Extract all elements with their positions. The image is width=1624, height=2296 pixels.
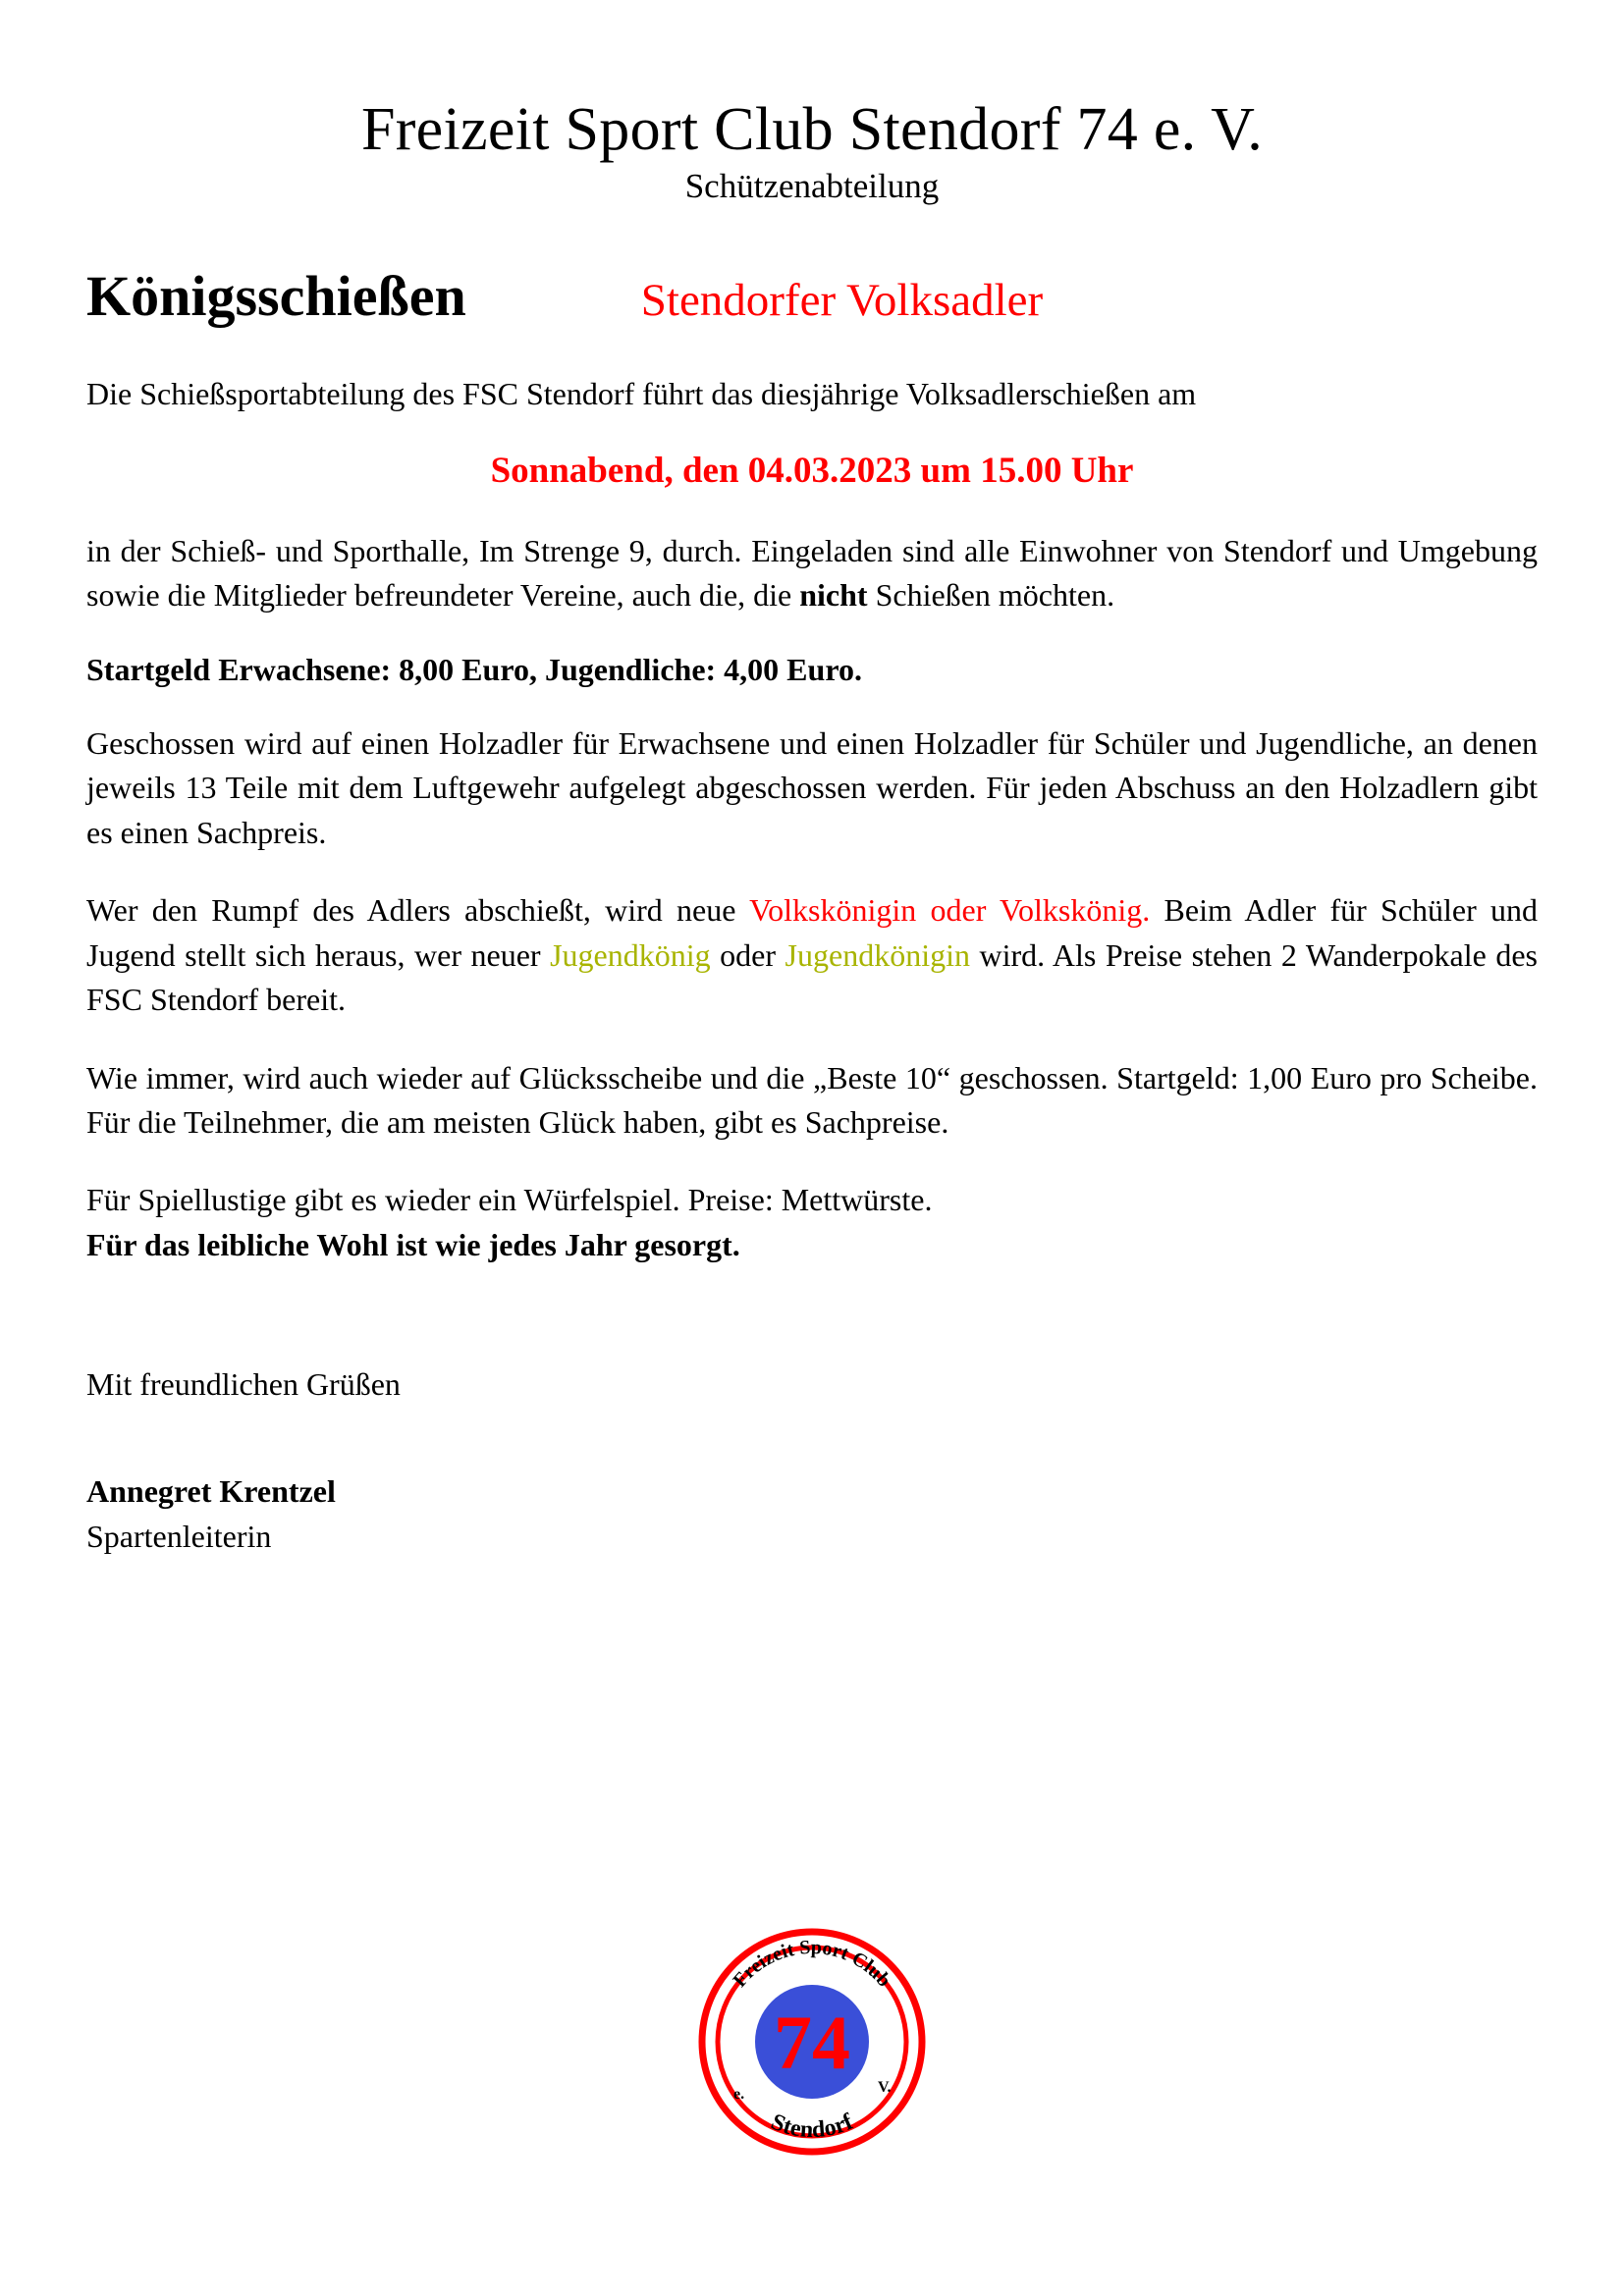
signature-role: Spartenleiterin: [86, 1519, 272, 1555]
headline-main: Königsschießen: [86, 263, 466, 328]
svg-text:e.: e.: [733, 2086, 745, 2103]
king-text-part3: oder: [710, 936, 785, 973]
intro-paragraph: Die Schießsportabteilung des FSC Stendorf führt das diesjährige Volksadlerschießen am: [86, 375, 1197, 411]
location-paragraph: [86, 529, 1538, 618]
greeting-line: Mit freundlichen Grüßen: [86, 1366, 401, 1403]
svg-text:Freizeit Sport Club: Freizeit Sport Club: [729, 1936, 895, 1992]
svg-text:Stendorf: Stendorf: [767, 2109, 857, 2144]
location-text-part1: in der Schieß- und Sporthalle, Im Strenge 9, durch. Eingeladen sind alle Einwohner von Stendorf und Umgebung sowie die Mitglieder befreundeter Vereine, auch die, die: [86, 533, 1538, 614]
king-paragraph: [86, 888, 1538, 1022]
club-logo: [689, 1919, 935, 2164]
club-logo-icon: [689, 1919, 935, 2164]
king-text-olive-2: Jugendkönigin: [785, 936, 970, 973]
king-text-part4: wird. Als Preise stehen 2 Wanderpokale des FSC Stendorf bereit.: [86, 936, 1539, 1018]
event-date-line: Sonnabend, den 04.03.2023 um 15.00 Uhr: [490, 451, 1134, 492]
king-text-olive-1: Jugendkönig: [550, 936, 711, 973]
entry-fee-line: Startgeld Erwachsene: 8,00 Euro, Jugendliche: 4,00 Euro.: [86, 651, 862, 687]
target-paragraph: Geschossen wird auf einen Holzadler für Erwachsene und einen Holzadler für Schüler und Jugendliche, an denen jeweils 13 Teile mit dem Luftgewehr aufgelegt abgeschossen werden. Für jeden Abschuss an den Holzadlern gibt es einen Sachpreis.: [86, 724, 1538, 850]
king-text-part1: Wer den Rumpf des Adlers abschießt, wird neue: [86, 892, 750, 929]
club-title: Freizeit Sport Club Stendorf 74 e. V.: [360, 96, 1264, 163]
headline-row: [86, 263, 1538, 329]
signature-name: Annegret Krentzel: [86, 1472, 336, 1509]
closing-block: [86, 1362, 1538, 1559]
king-text-red: Volkskönigin oder Volkskönig.: [749, 892, 1151, 929]
dice-game-line: Für Spiellustige gibt es wieder ein Würfelspiel. Preise: Mettwürste.: [86, 1182, 933, 1218]
club-subtitle: Schützenabteilung: [684, 167, 940, 206]
location-text-part2: Schießen möchten.: [867, 577, 1115, 614]
location-text-emphasis: nicht: [799, 577, 868, 614]
king-text-part2: Beim Adler für Schüler und Jugend stellt sich heraus, wer neuer: [86, 892, 1539, 973]
catering-line: Für das leibliche Wohl ist wie jedes Jahr gesorgt.: [86, 1226, 740, 1262]
svg-text:74: 74: [774, 2000, 850, 2085]
luck-paragraph: Wie immer, wird auch wieder auf Glücksscheibe und die „Beste 10“ geschossen. Startgeld: 1,00 Euro pro Scheibe. Für die Teilnehmer, die am meisten Glück haben, gibt es Sachpreise.: [86, 1059, 1538, 1140]
headline-accent: Stendorfer Volksadler: [640, 274, 1044, 326]
svg-text:V.: V.: [878, 2079, 892, 2096]
